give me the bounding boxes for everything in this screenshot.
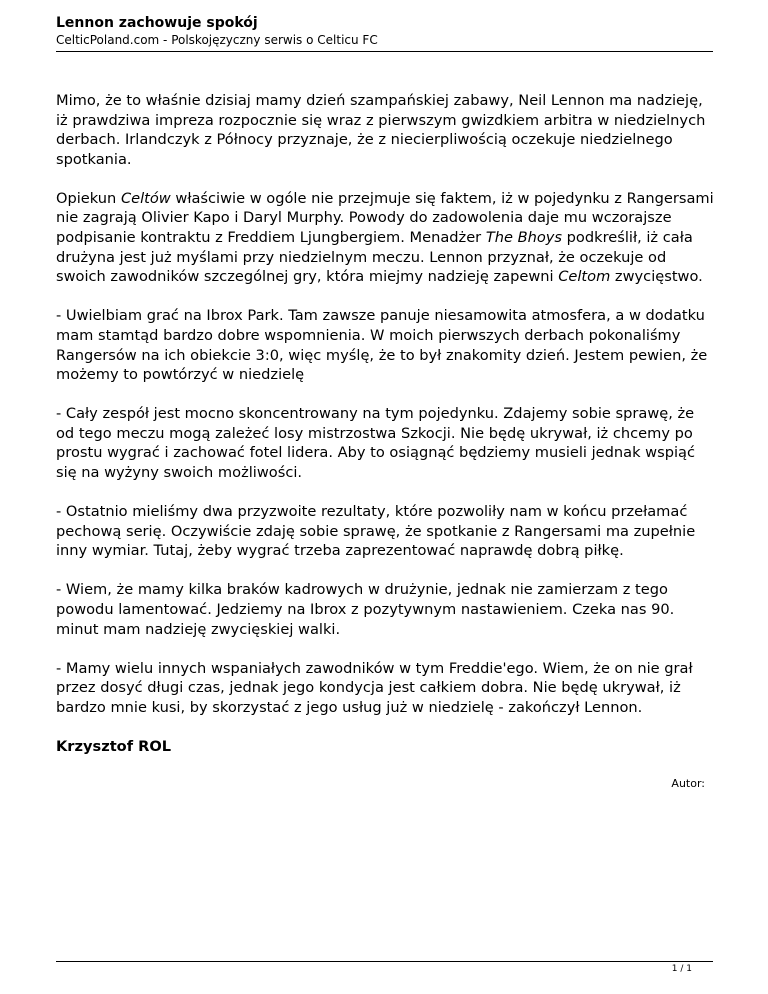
page-number: 1 / 1	[671, 964, 692, 974]
paragraph-2-emphasis-celtow: Celtów	[120, 189, 171, 207]
article-body	[56, 91, 716, 776]
footer-divider	[56, 961, 713, 962]
article-title: Lennon zachowuje spokój	[56, 15, 258, 31]
autor-label: Autor:	[671, 777, 705, 790]
paragraph-4: - Cały zespół jest mocno skoncentrowany na tym pojedynku. Zdajemy sobie sprawę, że od tego meczu mogą zależeć losy mistrzostwa Szkocji. Nie będę ukrywał, iż chcemy po prostu wygrać i zachować fotel lidera. Aby to osiągnąć będziemy musieli jednak wspiąć się na wyżyny swoich możliwości.	[56, 405, 696, 481]
paragraph-2-text-e: podkreślił, iż cała drużyna jest już myślami przy niedzielnym meczu. Lennon przyznał, że oczekuje od swoich zawodników szczególnej gry, która miejmy nadzieję zapewni	[56, 229, 693, 286]
paragraph-2	[56, 189, 716, 287]
paragraph-5: - Ostatnio mieliśmy dwa przyzwoite rezultaty, które pozwoliły nam w końcu przełamać pechową serię. Oczywiście zdaję sobie sprawę, że spotkanie z Rangersami ma zupełnie inny wymiar. Tutaj, żeby wygrać trzeba zaprezentować naprawdę dobrą piłkę.	[56, 503, 696, 560]
article-author: Krzysztof ROL	[56, 737, 172, 755]
paragraph-3: - Uwielbiam grać na Ibrox Park. Tam zawsze panuje niesamowita atmosfera, a w dodatku mam stamtąd bardzo dobre wspomnienia. W moich pierwszych derbach pokonaliśmy Rangersów na ich obiekcie 3:0, więc myślę, że to był znakomity dzień. Jestem pewien, że możemy to powtórzyć w niedzielę	[56, 307, 708, 384]
paragraph-2-text-c: właściwie w ogóle nie przejmuje się faktem, iż w pojedynku z Rangersami nie zagrają Olivier Kapo i Daryl Murphy. Powody do zadowolenia daje mu wczorajsze podpisanie kontraktu z Freddiem Ljungbergiem. Menadżer	[56, 189, 714, 247]
paragraph-7: - Mamy wielu innych wspaniałych zawodników w tym Freddie'ego. Wiem, że on nie grał przez dosyć długi czas, jednak jego kondycja jest całkiem dobra. Nie będę ukrywał, iż bardzo mnie kusi, by skorzystać z jego usług już w niedzielę - zakończył Lennon.	[56, 659, 693, 716]
paragraph-1: Mimo, że to właśnie dzisiaj mamy dzień szampańskiej zabawy, Neil Lennon ma nadzieję, iż prawdziwa impreza rozpocznie się wraz z pierwszym gwizdkiem arbitra w niedzielnych derbach. Irlandczyk z Północy przyznaje, że z niecierpliwością oczekuje niedzielnego spotkania.	[56, 92, 706, 168]
paragraph-2-emphasis-celtom: Celtom	[558, 268, 611, 286]
page-header	[56, 15, 713, 48]
site-subtitle: CelticPoland.com - Polskojęzyczny serwis o Celticu FC	[56, 33, 378, 47]
header-divider	[56, 51, 713, 52]
paragraph-6: - Wiem, że mamy kilka braków kadrowych w drużynie, jednak nie zamierzam z tego powodu lamentować. Jedziemy na Ibrox z pozytywnym nastawieniem. Czeka nas 90. minut mam nadzieję zwycięskiej walki.	[56, 581, 675, 638]
paragraph-2-emphasis-the-bhoys: The Bhoys	[485, 229, 563, 247]
paragraph-2-text-a: Opiekun	[56, 189, 121, 207]
paragraph-2-text-g: zwycięstwo.	[610, 268, 703, 286]
